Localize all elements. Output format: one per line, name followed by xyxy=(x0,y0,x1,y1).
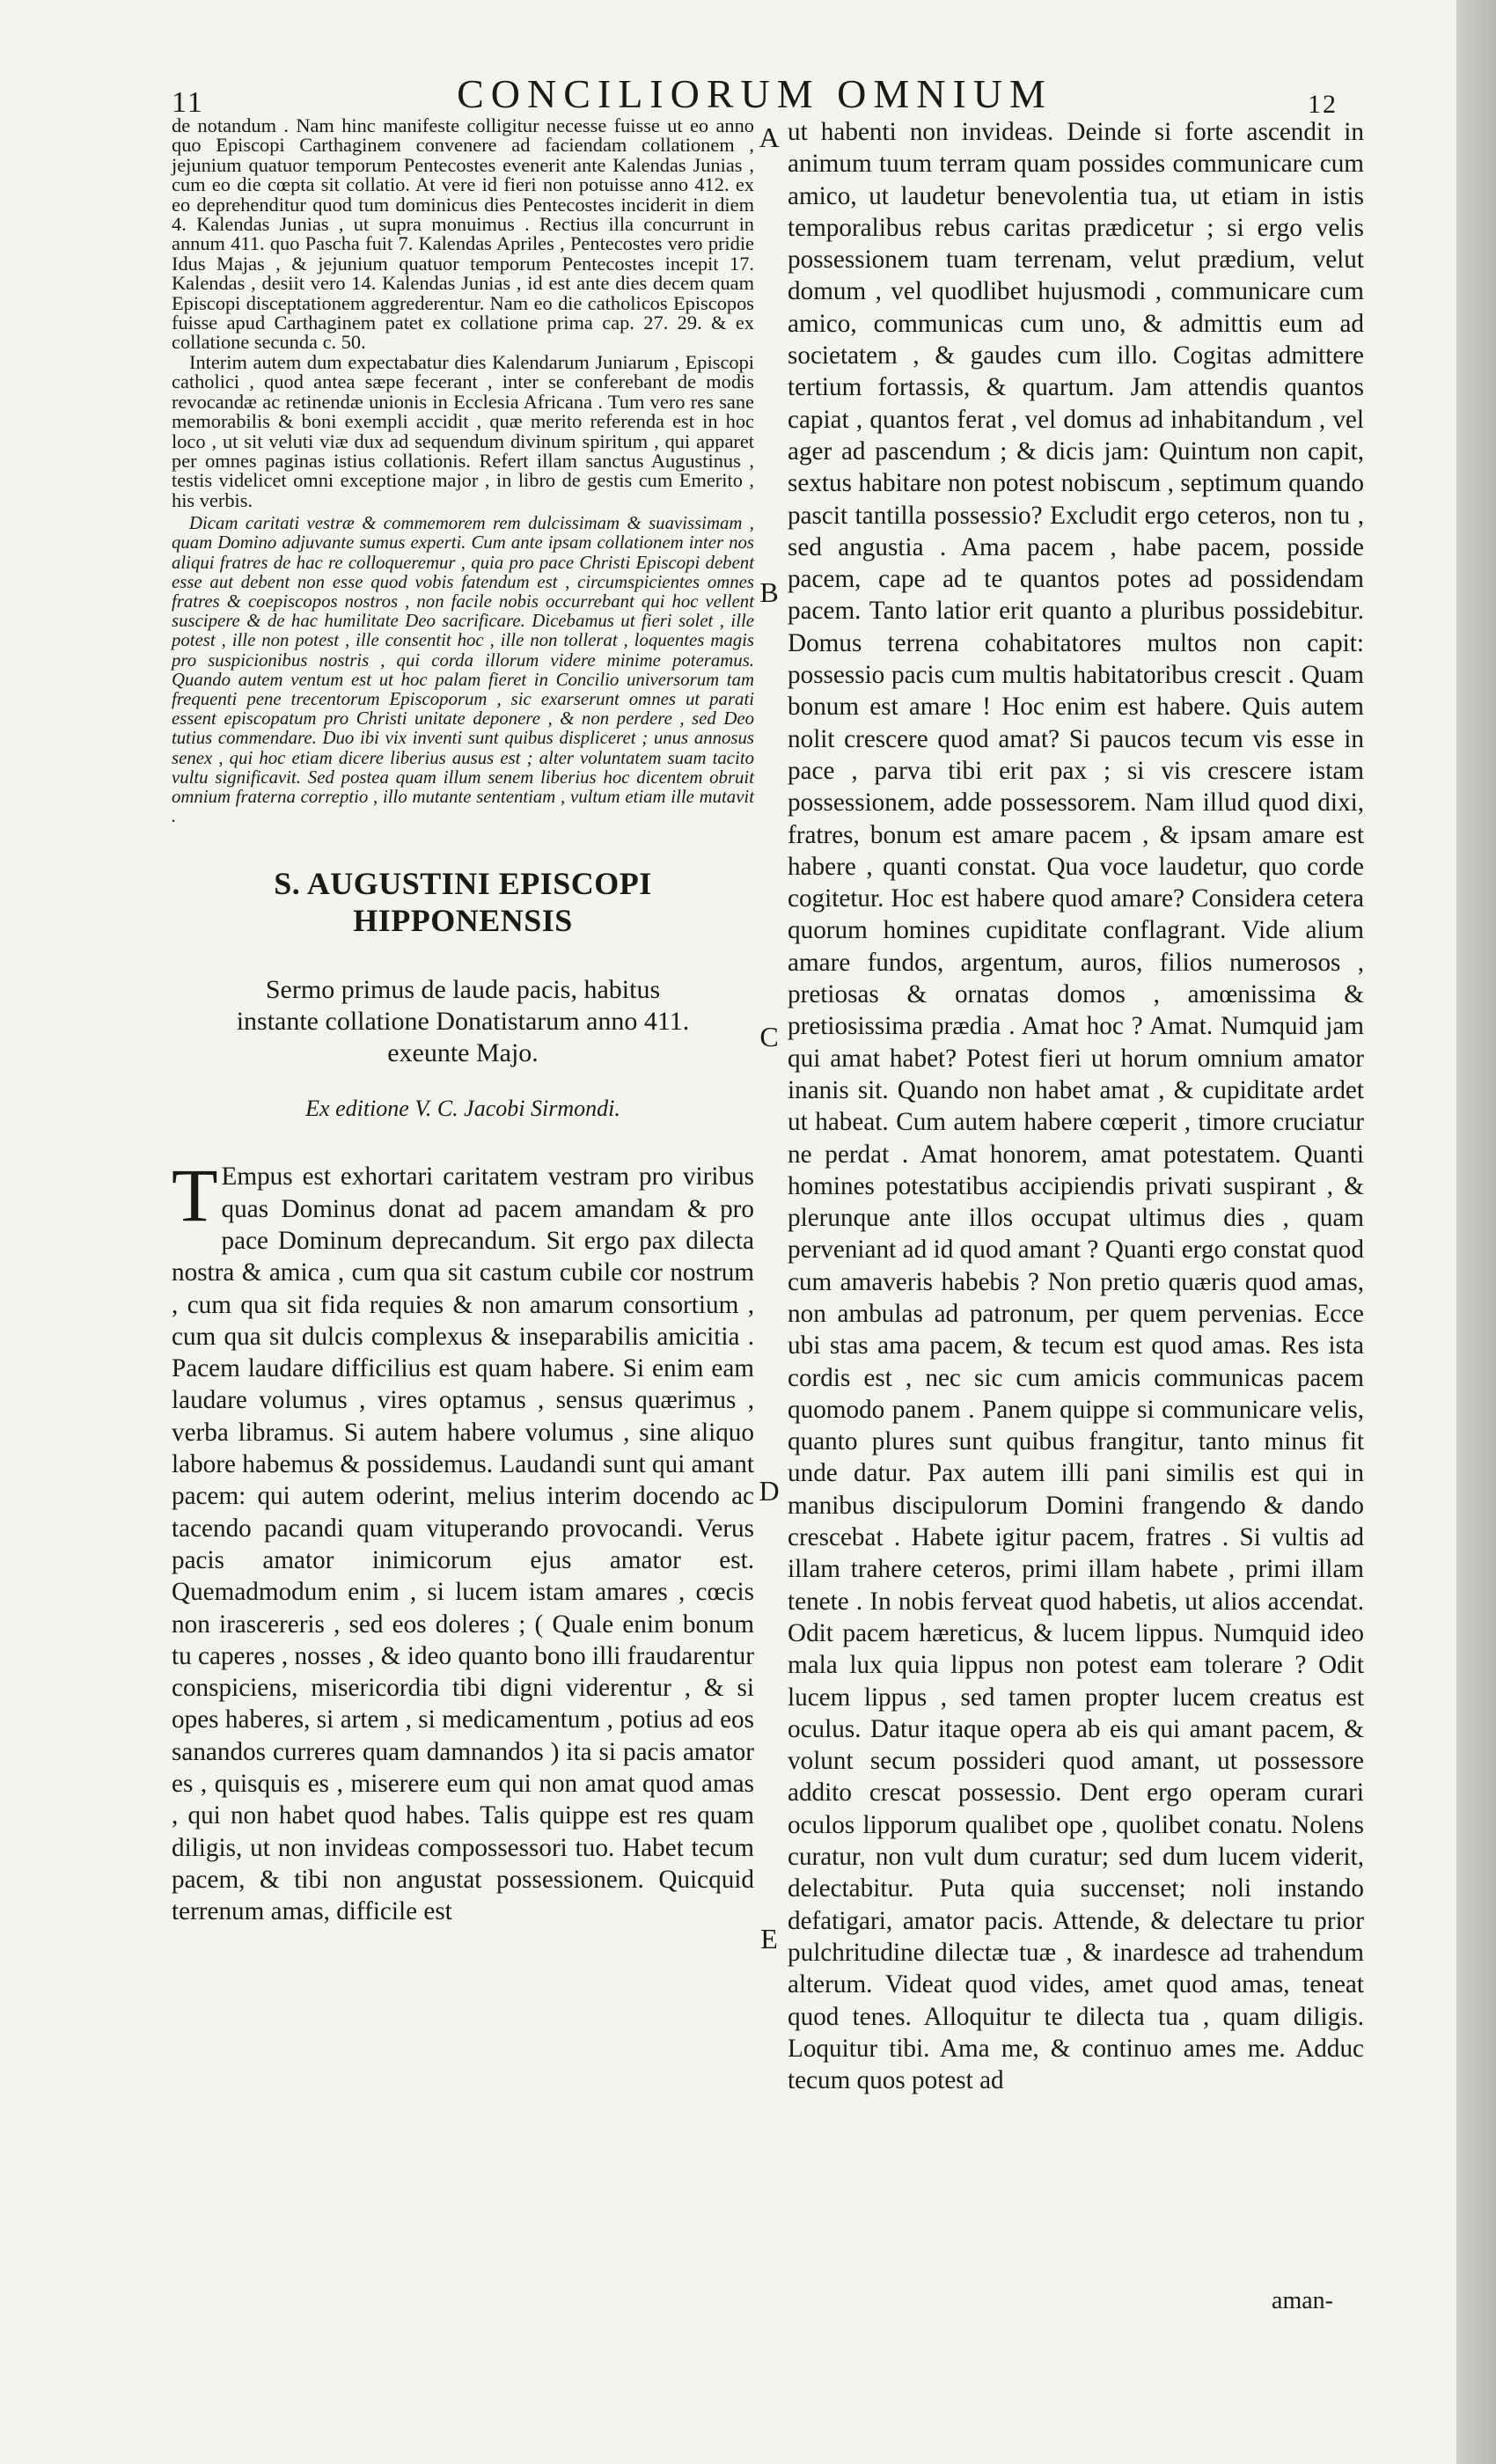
right-column xyxy=(788,116,1364,2096)
page-number-right: 12 xyxy=(1308,90,1338,119)
augustine-quote: Dicam caritati vestræ & commemorem rem dulcissimam & suavissimam , quam Domino adjuvante sumus experti. Cum ante ipsam collationem inter nos aliqui fratres de hac re colloqueremur , quia pro pace Christi Episcopi debent esse aut debent non esse quod vobis fatendum est , circumspicientes omnes fratres & coepiscopos nostros , non facile nobis occurrebant qui hoc vellent suscipere & de hac humilitate Deo sacrificare. Dicebamus ut fieri solet , ille potest , ille non potest , ille consentit hoc , ille non tollerat , loquentes magis pro suspicionibus nostris , qui corda illorum videre minime poteramus. Quando autem ventum est ut hoc palam fieret in Concilio universorum tam frequenti pene trecentorum Episcoporum , sic exarserunt omnes ut parati essent episcopatum pro Christi unitate deponere , & non perdere , sed Deo tutius commendare. Duo ibi vix inventi sunt quibus displiceret ; unus annosus senex , qui hoc etiam dicere liberius ausus est ; alter voluntatem suam tacito vultu significavit. Sed postea quam illum senem liberius hoc dicentem obruit omnium fraterna correptio , illo mutante sententiam , vultum etiam ille mutavit . xyxy=(172,513,754,827)
sermon-paragraph: Empus est exhortari caritatem vestram pro viribus quas Dominus donat ad pacem amandam & pro pace Dominum deprecandum. Sit ergo pax dilecta nostra & amica , cum qua sit castum cubile cor nostrum , cum qua sit fida requies & non amarum consortium , cum qua sit dulcis complexus & inseparabilis amicitia . Pacem laudare difficilius est quam habere. Si enim eam laudare volumus , vires optamus , sensus quærimus , verba libramus. Si autem habere volumus , sine aliquo labore habemus & possidemus. Laudandi sunt qui amant pacem: qui autem oderint, melius interim docendo ac tacendo pacandi quam vituperando provocandi. Verus pacis amator inimicorum ejus amator est. Quemadmodum enim , si lucem istam amares , cœcis non irascereris , sed eos doleres ; ( Quale enim bonum tu caperes , nosses , & ideo quanto bono illi fraudarentur conspiciens, misericordia tibi digni viderentur , & si opes haberes, si artem , si medicamentum , potius ad eos sanandos curreres quam damnandos ) ita si pacis amator es , quisquis es , miserere eum qui non amat quod amas , qui non habet quod habes. Talis quippe est res quam diligis, ut non invideas compossessori tuo. Habet tecum pacem, & tibi non angustat possessionem. Quicquid terrenum amas, difficile est xyxy=(172,1162,754,1926)
sermon-paragraph: ut habenti non invideas. Deinde si forte ascendit in animum tuum terram quam possides communicare cum amico, ut laudetur benevolentia tua, ut etiam in istis temporalibus rebus caritas prædicetur ; si ergo velis possessionem tuam terrenam, velut prædium, velut domum , vel quodlibet hujusmodi , communicare cum amico, communicas cum uno, & admittis eum ad societatem , & gaudes cum illo. Cogitas admittere tertium fortassis, & quartum. Jam attendis quantos capiat , quantos ferat , vel domus ad inhabitandum , vel ager ad pascendum ; & dicis jam: Quintum non capit, sextus habitare non potest nobiscum , septimum quando pascit tantilla possessio? Excludit ergo ceteros, non tu , sed angustia . Ama pacem , habe pacem, posside pacem, cape ad te quantos potes ad possidendam pacem. Tanto latior erit quanto a pluribus possidebitur. Domus terrena cohabitatores multos non capit: possessio pacis cum multis habitatoribus crescit . Quam bonum est amare ! Hoc enim est habere. Quis autem nolit crescere quod amat? Si paucos tecum vis esse in pace , parva tibi erit pax ; si vis crescere istam possessionem, adde possessorem. Nam illud quod dixi, fratres, bonum est amare pacem , & ipsam amare est habere , quanti constat. Qua voce laudetur, quo corde cogitetur. Hoc est habere quod amare? Considera cetera quorum homines cupiditate conflagrant. Vide alium amare fundos, argentum, auros, filios numerosos , pretiosas & ornatas domos , amœnissima & pretiosissima prædia . Amat hoc ? Amat. Numquid jam qui amat habet? Potest fieri ut horum omnium amator inanis sit. Quando non habet amat , & cupiditate ardet ut habeat. Cum autem habere cœperit , timore cruciatur ne perdat . Amat honorem, amat potestatem. Quanti homines potestatibus accipiendis privati suspirant , & plerunque ante illos occupat ultimus dies , quam perveniant ad id quod amant ? Quanti ergo constat quod cum amaveris habebis ? Non pretio quæris quod amas, non ambulas ad patronum, per quem pervenias. Ecce ubi stas ama pacem, & tecum est quod amas. Res ista cordis est , nec sic cum amicis communicas pacem quomodo panem . Panem quippe si communicare velis, quanto plures sunt quibus frangitur, tanto minus fit unde datur. Pax autem illi pani similis est qui in manibus discipulorum Domini frangendo & dando crescebat . Habete igitur pacem, fratres . Si vultis ad illam trahere ceteros, primi illam habete , primi illam tenete . In nobis ferveat quod habetis, ut alios accendat. Odit pacem hæreticus, & lucem lippus. Numquid ideo mala lux quia lippus non potest eam tolerare ? Odit lucem lippus , sed tamen propter lucem creatus est oculus. Datur itaque opera ab eis qui amant pacem, & volunt secum possideri quod amant, ut possessore addito crescat possessio. Dent ergo operam curari oculos lipporum qualibet ope , quolibet conatu. Nolens curatur, non vult dum curatur; sed dum lucem viderit, delectabitur. Puta quia succenset; noli instando defatigari, amator pacis. Attende, & delectare tu prior pulchritudine dilectæ tuæ , & inardesce ad trahendum alterum. Videat quod vides, amet quod amas, teneat quod tenes. Alloquitur te dilecta tua , quam diligis. Loquitur tibi. Ama me, & continuo ames me. Adduc tecum quos potest ad xyxy=(788,118,1364,2095)
page-number-left: 11 xyxy=(172,86,204,119)
page-edge xyxy=(1456,0,1496,2464)
edition-note: Ex editione V. C. Jacobi Sirmondi. xyxy=(305,1096,620,1122)
section-title: S. AUGUSTINI EPISCOPI HIPPONENSIS xyxy=(274,866,652,939)
drop-cap: T xyxy=(172,1153,218,1238)
margin-letter-e: E xyxy=(760,1923,778,1954)
margin-letter-d: D xyxy=(759,1475,780,1507)
intro-text xyxy=(172,116,754,510)
catchword: aman- xyxy=(1272,2287,1333,2314)
margin-letter-a: A xyxy=(759,121,780,153)
margin-letter-b: B xyxy=(759,576,779,608)
margin-letter-c: C xyxy=(759,1021,779,1052)
running-title: CONCILIORUM OMNIUM xyxy=(457,71,1052,116)
intro-paragraph: Interim autem dum expectabatur dies Kalendarum Juniarum , Episcopi catholici , quod antea sæpe fecerant , inter se conferebant de modis revocandæ ac retinendæ unionis in Ecclesia Africana . Tum vero res sane memorabilis & boni exempli accidit , quæ merito referenda est in hoc loco , ut sit veluti viæ dux ad sequendum divinum spiritum , qui apparet per omnes paginas istius collationis. Refert illam sanctus Augustinus , testis videlicet omni exceptione major , in libro de gestis cum Emerito , his verbis. xyxy=(172,350,754,511)
sermon-text-right xyxy=(788,116,1364,2096)
left-column xyxy=(172,116,754,1928)
sermon-text-left xyxy=(172,1153,754,1927)
sermon-heading: Sermo primus de laude pacis, habitus instante collatione Donatistarum anno 411. exeunte Majo. xyxy=(236,975,690,1068)
intro-paragraph: de notandum . Nam hinc manifeste colligitur necesse fuisse ut eo anno quo Episcopi Carthaginem convenere ad faciendam collationem , jejunium quatuor temporum Pentecostes evenerit ante Kalendas Junias , cum eo die cœpta sit collatio. At vere id fieri non potuisse anno 412. ex eo deprehenditur quod tum dominicus dies Pentecostes inciderit in diem 4. Kalendas Junias , ut supra monuimus . Rectius illa concurrunt in annum 411. quo Pascha fuit 7. Kalendas Apriles , Pentecostes vero pridie Idus Majas , & jejunium quatuor temporum Pentecostes incepit 17. Kalendas , desiit vero 14. Kalendas Junias , id est ante dies decem quam Episcopi disceptationem aggrederentur. Nam eo die catholicos Episcopos fuisse apud Carthaginem patet ex collatione prima cap. 27. 29. & ex collatione secunda c. 50. xyxy=(172,114,754,354)
